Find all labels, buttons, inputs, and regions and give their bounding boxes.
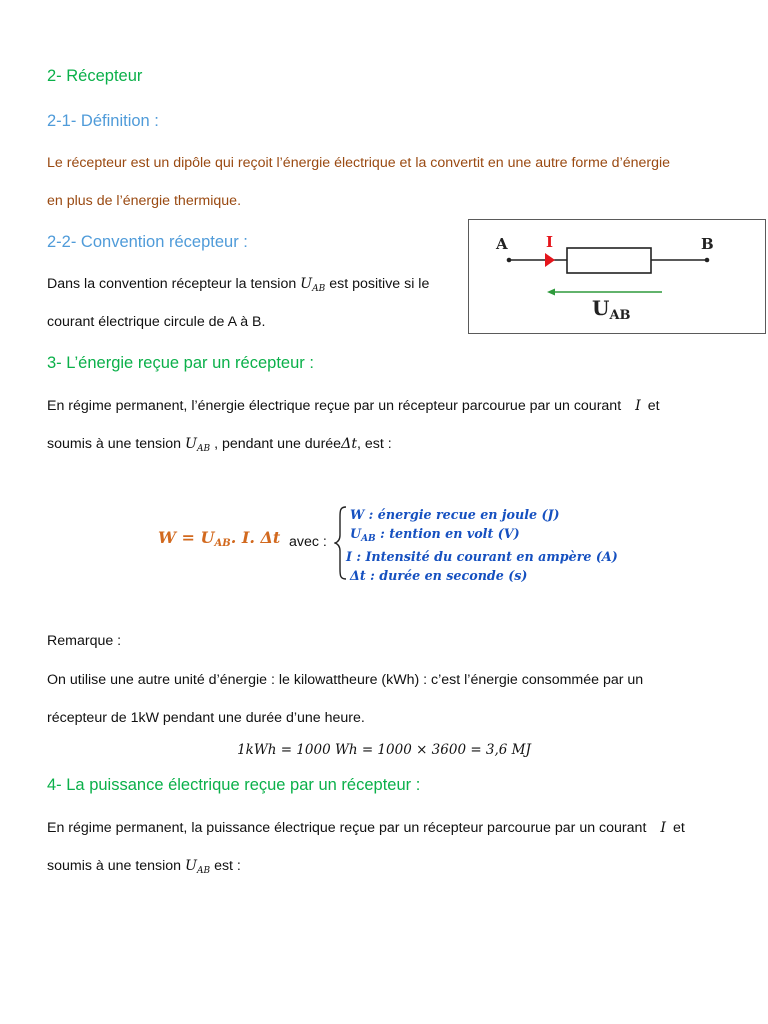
node-b — [705, 258, 710, 263]
convention-line-2: courant électrique circule de A à B. — [47, 314, 266, 330]
energy-line-1: En régime permanent, l’énergie électrique reçue par un récepteur parcourue par un courant I et — [47, 398, 660, 414]
voltage-arrow-icon — [547, 289, 555, 296]
current-arrow-icon — [545, 253, 555, 267]
remark-line-1: On utilise une autre unité d’énergie : le kilowattheure (kWh) : c’est l’énergie consommée par un — [47, 672, 644, 688]
power-line-1: En régime permanent, la puissance électrique reçue par un récepteur parcourue par un courant I et — [47, 820, 685, 836]
avec-label: avec : — [289, 534, 327, 550]
energy-line-2: soumis à une tension $U_{AB}$ , pendant une duréeΔt, est : — [47, 436, 392, 454]
label-b: B — [701, 235, 714, 253]
convention-line-1: Dans la convention récepteur la tension $U_{AB}$ est positive si le — [47, 276, 430, 294]
resistor-box — [567, 248, 651, 273]
section-3-title: 3- L’énergie reçue par un récepteur : — [47, 354, 314, 372]
definition-line-1: Le récepteur est un dipôle qui reçoit l’énergie électrique et la convertit en une autre forme d’énergie — [47, 155, 671, 171]
uab-symbol: $U_{AB}$ — [300, 276, 326, 294]
remark-title: Remarque : — [47, 633, 122, 649]
diagram-svg — [469, 220, 765, 333]
section-4-title: 4- La puissance électrique reçue par un récepteur : — [47, 776, 421, 794]
section-2-title: 2- Récepteur — [47, 67, 143, 85]
section-2-2-title: 2-2- Convention récepteur : — [47, 233, 248, 251]
kwh-equation: 1kWh = 1000 Wh = 1000 × 3600 = 3,6 MJ — [237, 742, 531, 758]
legend-w: W : énergie recue en joule (J) — [350, 507, 560, 522]
formula-legend — [346, 506, 618, 585]
section-2-1-title: 2-1- Définition : — [47, 112, 159, 130]
node-a — [507, 258, 512, 263]
legend-i: I : Intensité du courant en ampère (A) — [346, 549, 618, 564]
power-line-2: soumis à une tension $U_{AB}$ est : — [47, 858, 241, 876]
energy-formula: $W = U_{AB}$. I. Δt — [158, 528, 281, 549]
remark-line-2: récepteur de 1kW pendant une durée d’une heure. — [47, 710, 365, 726]
label-u: $U_{AB}$ — [592, 296, 631, 323]
receptor-convention-diagram — [468, 219, 766, 334]
uab-symbol-3: $U_{AB}$ — [185, 858, 211, 876]
label-i: I — [546, 233, 554, 251]
label-a: A — [496, 235, 508, 253]
uab-symbol-2: $U_{AB}$ — [185, 436, 211, 454]
legend-uab: $U_{AB}$ : tention en volt (V) — [350, 525, 520, 544]
legend-dt: Δt : durée en seconde (s) — [350, 567, 528, 583]
definition-line-2: en plus de l’énergie thermique. — [47, 193, 242, 209]
brace-icon — [334, 505, 348, 581]
